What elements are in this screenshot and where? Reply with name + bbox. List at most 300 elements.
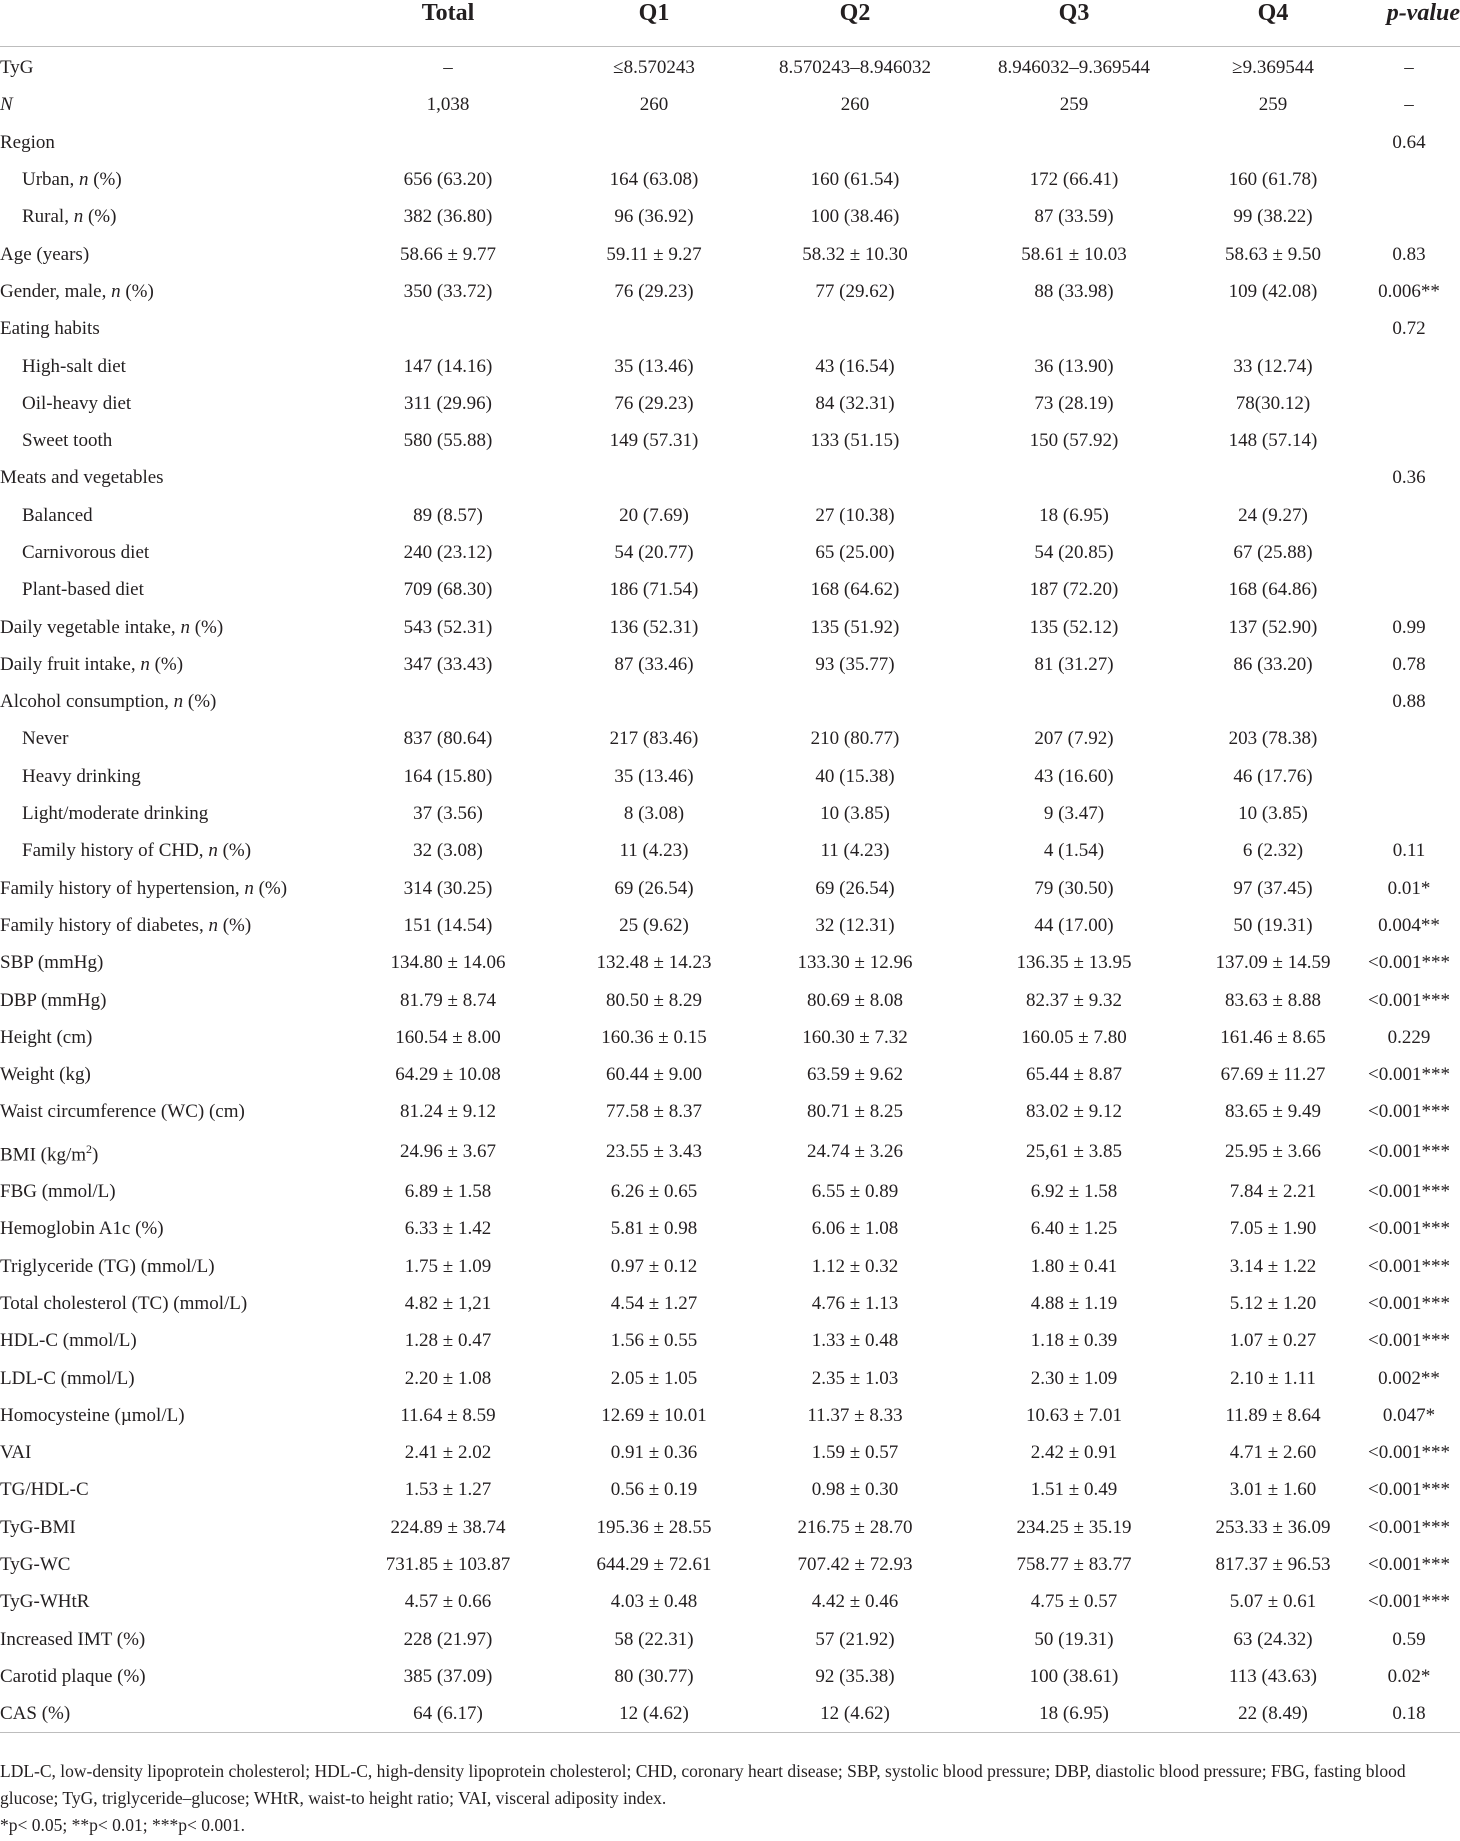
value-cell: 137.09 ± 14.59 bbox=[1215, 952, 1331, 974]
value-cell: 58.66 ± 9.77 bbox=[400, 243, 496, 265]
value-cell: 4.88 ± 1.19 bbox=[1030, 1292, 1118, 1314]
value-cell: 11.37 ± 8.33 bbox=[807, 1404, 903, 1426]
value-cell: 25.95 ± 3.66 bbox=[1225, 1141, 1321, 1163]
p-value-cell: <0.001*** bbox=[1368, 1141, 1450, 1163]
value-cell: 731.85 ± 103.87 bbox=[385, 1554, 511, 1576]
table-row bbox=[0, 1546, 1460, 1583]
value-cell: 136 (52.31) bbox=[609, 616, 699, 638]
p-value-cell: <0.001*** bbox=[1368, 1479, 1450, 1501]
value-cell: 817.37 ± 96.53 bbox=[1215, 1554, 1331, 1576]
p-value-cell: 0.64 bbox=[1392, 131, 1426, 153]
value-cell: 758.77 ± 83.77 bbox=[1016, 1554, 1132, 1576]
p-value-cell bbox=[1358, 534, 1460, 571]
value-cell bbox=[1188, 459, 1358, 496]
table-row bbox=[0, 1019, 1460, 1056]
value-cell: 32 (3.08) bbox=[413, 840, 483, 862]
value-cell: 135 (51.92) bbox=[810, 616, 900, 638]
table-row bbox=[0, 422, 1460, 459]
value-cell: 93 (35.77) bbox=[815, 653, 895, 675]
value-cell: 1.12 ± 0.32 bbox=[811, 1255, 899, 1277]
p-value-cell: 0.99 bbox=[1392, 616, 1426, 638]
value-cell: 43 (16.54) bbox=[815, 355, 895, 377]
value-cell: 2.30 ± 1.09 bbox=[1030, 1367, 1118, 1389]
value-cell: 160 (61.54) bbox=[810, 169, 900, 191]
value-cell: 12 (4.62) bbox=[750, 1695, 960, 1733]
value-cell: 8.946032–9.369544 bbox=[998, 57, 1150, 79]
value-cell: 12 (4.62) bbox=[558, 1695, 750, 1733]
row-label: Never bbox=[22, 728, 69, 750]
value-cell: 6.26 ± 0.65 bbox=[610, 1181, 698, 1203]
table-row bbox=[0, 1509, 1460, 1546]
table-row bbox=[0, 907, 1460, 944]
value-cell: 1,038 bbox=[426, 94, 470, 116]
row-label: Triglyceride (TG) (mmol/L) bbox=[0, 1255, 215, 1277]
value-cell: 2.05 ± 1.05 bbox=[610, 1367, 698, 1389]
value-cell: 160.30 ± 7.32 bbox=[802, 1026, 908, 1048]
value-cell: 4.71 ± 2.60 bbox=[1229, 1442, 1317, 1464]
p-value-cell: <0.001*** bbox=[1368, 1064, 1450, 1086]
value-cell: 2.10 ± 1.11 bbox=[1230, 1367, 1316, 1389]
row-label: Oil-heavy diet bbox=[22, 392, 132, 414]
value-cell: 24.74 ± 3.26 bbox=[807, 1141, 903, 1163]
table-body bbox=[0, 47, 1460, 1733]
value-cell: 58.61 ± 10.03 bbox=[1021, 243, 1127, 265]
p-value-cell bbox=[1358, 422, 1460, 459]
value-cell: 22 (8.49) bbox=[1188, 1695, 1358, 1733]
value-cell: 210 (80.77) bbox=[810, 728, 900, 750]
value-cell: 64 (6.17) bbox=[338, 1695, 558, 1733]
value-cell: 89 (8.57) bbox=[413, 504, 483, 526]
value-cell: 1.07 ± 0.27 bbox=[1229, 1330, 1317, 1352]
value-cell: 99 (38.22) bbox=[1233, 206, 1313, 228]
table-row bbox=[0, 198, 1460, 235]
value-cell: 4.57 ± 0.66 bbox=[404, 1591, 492, 1613]
value-cell: 63 (24.32) bbox=[1233, 1628, 1313, 1650]
table-row bbox=[0, 310, 1460, 347]
value-cell: 133 (51.15) bbox=[810, 430, 900, 452]
row-label: Rural, n (%) bbox=[22, 206, 117, 228]
value-cell: 164 (63.08) bbox=[609, 169, 699, 191]
p-value-cell: 0.02* bbox=[1387, 1665, 1431, 1687]
p-value-cell: 0.229 bbox=[1387, 1026, 1431, 1048]
value-cell: 228 (21.97) bbox=[403, 1628, 493, 1650]
value-cell: 76 (29.23) bbox=[614, 280, 694, 302]
p-value-cell: 0.59 bbox=[1392, 1628, 1426, 1650]
value-cell: 79 (30.50) bbox=[1034, 877, 1114, 899]
p-value-cell: <0.001*** bbox=[1368, 1218, 1450, 1240]
row-label: Daily fruit intake, n (%) bbox=[0, 653, 184, 675]
value-cell: 195.36 ± 28.55 bbox=[596, 1516, 712, 1538]
value-cell: 6.06 ± 1.08 bbox=[811, 1218, 899, 1240]
value-cell: 83.65 ± 9.49 bbox=[1225, 1101, 1321, 1123]
table-row bbox=[0, 1173, 1460, 1210]
value-cell bbox=[558, 683, 750, 720]
p-value-cell bbox=[1358, 758, 1460, 795]
table-footnotes bbox=[0, 1758, 1460, 1839]
table-row bbox=[0, 944, 1460, 981]
value-cell: 37 (3.56) bbox=[413, 803, 483, 825]
value-cell: 57 (21.92) bbox=[815, 1628, 895, 1650]
value-cell: 58.32 ± 10.30 bbox=[802, 243, 908, 265]
row-label: TG/HDL-C bbox=[0, 1479, 89, 1501]
value-cell: ≤8.570243 bbox=[613, 57, 695, 79]
table-row bbox=[0, 1285, 1460, 1322]
value-cell: 100 (38.46) bbox=[810, 206, 900, 228]
value-cell: 7.05 ± 1.90 bbox=[1229, 1218, 1317, 1240]
value-cell: 2.35 ± 1.03 bbox=[811, 1367, 899, 1389]
value-cell: 7.84 ± 2.21 bbox=[1229, 1181, 1317, 1203]
value-cell: 1.80 ± 0.41 bbox=[1030, 1255, 1118, 1277]
p-value-cell bbox=[1358, 385, 1460, 422]
p-value-cell: <0.001*** bbox=[1368, 1442, 1450, 1464]
value-cell: 149 (57.31) bbox=[609, 430, 699, 452]
value-cell: 260 bbox=[639, 94, 669, 116]
value-cell: 36 (13.90) bbox=[1034, 355, 1114, 377]
table-row bbox=[0, 1248, 1460, 1285]
value-cell: 81.24 ± 9.12 bbox=[400, 1101, 496, 1123]
value-cell: 148 (57.14) bbox=[1228, 430, 1318, 452]
p-value-cell: 0.83 bbox=[1392, 243, 1426, 265]
value-cell: 4.03 ± 0.48 bbox=[610, 1591, 698, 1613]
p-value-cell: 0.01* bbox=[1387, 877, 1431, 899]
value-cell: 5.81 ± 0.98 bbox=[610, 1218, 698, 1240]
value-cell: 60.44 ± 9.00 bbox=[606, 1064, 702, 1086]
value-cell: 6.92 ± 1.58 bbox=[1030, 1181, 1118, 1203]
table-row bbox=[0, 1359, 1460, 1396]
value-cell: 54 (20.85) bbox=[1034, 542, 1114, 563]
p-value-cell: 0.78 bbox=[1392, 653, 1426, 675]
value-cell: 8 (3.08) bbox=[623, 803, 685, 825]
value-cell: 5.12 ± 1.20 bbox=[1229, 1292, 1317, 1314]
value-cell: 3.14 ± 1.22 bbox=[1229, 1255, 1317, 1277]
row-label: Height (cm) bbox=[0, 1026, 93, 1048]
value-cell: 207 (7.92) bbox=[1034, 728, 1114, 750]
p-value-cell bbox=[1358, 347, 1460, 384]
value-cell: 9 (3.47) bbox=[1043, 803, 1105, 825]
value-cell: 186 (71.54) bbox=[609, 579, 699, 601]
value-cell bbox=[960, 459, 1188, 496]
p-value-cell: 0.004** bbox=[1378, 914, 1440, 936]
value-cell: 837 (80.64) bbox=[403, 728, 493, 750]
p-value-cell: 0.047* bbox=[1382, 1404, 1436, 1426]
p-value-cell: <0.001*** bbox=[1368, 989, 1450, 1011]
p-value-cell: <0.001*** bbox=[1368, 1554, 1450, 1576]
value-cell: 1.56 ± 0.55 bbox=[610, 1330, 698, 1352]
value-cell: 134.80 ± 14.06 bbox=[390, 952, 506, 974]
value-cell: 18 (6.95) bbox=[1039, 504, 1109, 526]
value-cell: 25,61 ± 3.85 bbox=[1026, 1141, 1122, 1163]
table-row bbox=[0, 1471, 1460, 1508]
value-cell bbox=[558, 310, 750, 347]
value-cell: 87 (33.46) bbox=[614, 653, 694, 675]
value-cell: 347 (33.43) bbox=[403, 653, 493, 675]
p-value-cell: – bbox=[1404, 94, 1414, 116]
value-cell: 160.05 ± 7.80 bbox=[1021, 1026, 1127, 1048]
value-cell: 168 (64.62) bbox=[810, 579, 900, 601]
value-cell: 216.75 ± 28.70 bbox=[797, 1516, 913, 1538]
table-row bbox=[0, 273, 1460, 310]
value-cell: 172 (66.41) bbox=[1029, 169, 1119, 191]
value-cell: 160.36 ± 0.15 bbox=[601, 1026, 707, 1048]
value-cell: 67 (25.88) bbox=[1233, 542, 1313, 563]
row-label: TyG-BMI bbox=[0, 1516, 76, 1538]
value-cell: 164 (15.80) bbox=[403, 765, 493, 787]
value-cell: 58 (22.31) bbox=[614, 1628, 694, 1650]
p-value-cell: 0.72 bbox=[1392, 318, 1426, 340]
value-cell: 240 (23.12) bbox=[403, 542, 493, 563]
row-label: Homocysteine (µmol/L) bbox=[0, 1404, 185, 1426]
p-value-cell: 0.11 bbox=[1392, 840, 1426, 862]
table-row bbox=[0, 459, 1460, 496]
table-row bbox=[0, 1210, 1460, 1247]
row-label: Daily vegetable intake, n (%) bbox=[0, 616, 224, 638]
value-cell: 10.63 ± 7.01 bbox=[1026, 1404, 1122, 1426]
value-cell bbox=[1188, 310, 1358, 347]
table-header bbox=[0, 0, 1460, 47]
header-q4: Q4 bbox=[1188, 0, 1358, 47]
value-cell: 2.41 ± 2.02 bbox=[404, 1442, 492, 1464]
header-q3: Q3 bbox=[960, 0, 1188, 47]
value-cell bbox=[1188, 683, 1358, 720]
value-cell: 11 (4.23) bbox=[619, 840, 689, 862]
row-label: Age (years) bbox=[0, 243, 90, 265]
row-label: Total cholesterol (TC) (mmol/L) bbox=[0, 1292, 248, 1314]
p-value-cell: <0.001*** bbox=[1368, 952, 1450, 974]
table-row bbox=[0, 720, 1460, 757]
value-cell: 59.11 ± 9.27 bbox=[606, 243, 702, 265]
p-value-cell: <0.001*** bbox=[1368, 1591, 1450, 1613]
value-cell: 76 (29.23) bbox=[614, 392, 694, 414]
value-cell: 314 (30.25) bbox=[403, 877, 493, 899]
table-row bbox=[0, 235, 1460, 272]
value-cell: 3.01 ± 1.60 bbox=[1229, 1479, 1317, 1501]
value-cell: 6.33 ± 1.42 bbox=[404, 1218, 492, 1240]
value-cell: 137 (52.90) bbox=[1228, 616, 1318, 638]
table-row bbox=[0, 161, 1460, 198]
row-label: Family history of hypertension, n (%) bbox=[0, 877, 288, 899]
table-row bbox=[0, 1093, 1460, 1130]
value-cell: 203 (78.38) bbox=[1228, 728, 1318, 750]
value-cell: 1.28 ± 0.47 bbox=[404, 1330, 492, 1352]
value-cell: 80.50 ± 8.29 bbox=[606, 989, 702, 1011]
p-value-cell bbox=[1358, 161, 1460, 198]
value-cell: 35 (13.46) bbox=[614, 355, 694, 377]
table-row bbox=[0, 497, 1460, 534]
table-row bbox=[0, 870, 1460, 907]
table-row bbox=[0, 1056, 1460, 1093]
value-cell: 84 (32.31) bbox=[815, 392, 895, 414]
p-value-cell: – bbox=[1404, 57, 1414, 79]
row-label: VAI bbox=[0, 1442, 32, 1464]
row-label: Family history of diabetes, n (%) bbox=[0, 914, 252, 936]
value-cell: 135 (52.12) bbox=[1029, 616, 1119, 638]
value-cell: 46 (17.76) bbox=[1233, 765, 1313, 787]
table-row bbox=[0, 646, 1460, 683]
row-label: Meats and vegetables bbox=[0, 467, 164, 489]
p-value-cell: <0.001*** bbox=[1368, 1292, 1450, 1314]
value-cell: 4.42 ± 0.46 bbox=[811, 1591, 899, 1613]
p-value-cell bbox=[1358, 198, 1460, 235]
header-q2: Q2 bbox=[750, 0, 960, 47]
value-cell bbox=[960, 310, 1188, 347]
value-cell bbox=[558, 124, 750, 161]
value-cell: 8.570243–8.946032 bbox=[779, 57, 931, 79]
value-cell: 4.75 ± 0.57 bbox=[1030, 1591, 1118, 1613]
value-cell: 224.89 ± 38.74 bbox=[390, 1516, 506, 1538]
value-cell: 23.55 ± 3.43 bbox=[606, 1141, 702, 1163]
table-row bbox=[0, 1322, 1460, 1359]
value-cell: 1.33 ± 0.48 bbox=[811, 1330, 899, 1352]
table-row bbox=[0, 1434, 1460, 1471]
table-row bbox=[0, 1695, 1460, 1733]
p-value-cell bbox=[1358, 497, 1460, 534]
value-cell: 67.69 ± 11.27 bbox=[1220, 1064, 1326, 1086]
value-cell: 18 (6.95) bbox=[960, 1695, 1188, 1733]
value-cell: 86 (33.20) bbox=[1233, 653, 1313, 675]
value-cell: 11.89 ± 8.64 bbox=[1225, 1404, 1321, 1426]
row-label: Family history of CHD, n (%) bbox=[22, 840, 252, 862]
table-row bbox=[0, 608, 1460, 645]
value-cell: ≥9.369544 bbox=[1232, 57, 1314, 79]
value-cell: 32 (12.31) bbox=[815, 914, 895, 936]
value-cell: 168 (64.86) bbox=[1228, 579, 1318, 601]
value-cell: 259 bbox=[1059, 94, 1089, 116]
table-row bbox=[0, 385, 1460, 422]
value-cell: 83.02 ± 9.12 bbox=[1026, 1101, 1122, 1123]
value-cell bbox=[1188, 124, 1358, 161]
table-row bbox=[0, 1397, 1460, 1434]
value-cell: 382 (36.80) bbox=[403, 206, 493, 228]
value-cell: 10 (3.85) bbox=[1238, 803, 1308, 825]
value-cell: 644.29 ± 72.61 bbox=[596, 1554, 712, 1576]
p-value-cell: 0.18 bbox=[1358, 1695, 1460, 1733]
value-cell: 0.56 ± 0.19 bbox=[610, 1479, 698, 1501]
p-value-cell bbox=[1358, 795, 1460, 832]
value-cell: 54 (20.77) bbox=[614, 542, 694, 563]
table-row bbox=[0, 47, 1460, 87]
value-cell: 253.33 ± 36.09 bbox=[1215, 1516, 1331, 1538]
row-label: Region bbox=[0, 131, 55, 153]
value-cell: 35 (13.46) bbox=[614, 765, 694, 787]
value-cell: 24.96 ± 3.67 bbox=[400, 1141, 496, 1163]
value-cell: 44 (17.00) bbox=[1034, 914, 1114, 936]
row-label: High-salt diet bbox=[22, 355, 126, 377]
p-value-cell: <0.001*** bbox=[1368, 1101, 1450, 1123]
value-cell: 187 (72.20) bbox=[1029, 579, 1119, 601]
row-label: Alcohol consumption, n (%) bbox=[0, 691, 217, 713]
value-cell: 100 (38.61) bbox=[1029, 1665, 1119, 1687]
row-label: Waist circumference (WC) (cm) bbox=[0, 1101, 245, 1123]
value-cell: 4 (1.54) bbox=[1043, 840, 1105, 862]
row-label: BMI $(kg/m^2)$ bbox=[0, 1141, 99, 1165]
value-cell: 6.40 ± 1.25 bbox=[1030, 1218, 1118, 1240]
row-label: DBP (mmHg) bbox=[0, 989, 107, 1011]
significance-note: *p< 0.05; **p< 0.01; ***p< 0.001. bbox=[0, 1815, 245, 1835]
value-cell: 385 (37.09) bbox=[403, 1665, 493, 1687]
table-row bbox=[0, 1583, 1460, 1620]
value-cell: 20 (7.69) bbox=[619, 504, 689, 526]
value-cell: 160.54 ± 8.00 bbox=[395, 1026, 501, 1048]
row-label: Hemoglobin A1c (%) bbox=[0, 1218, 164, 1240]
value-cell: 11.64 ± 8.59 bbox=[400, 1404, 496, 1426]
value-cell: 161.46 ± 8.65 bbox=[1220, 1026, 1326, 1048]
value-cell: – bbox=[443, 57, 453, 79]
value-cell: 109 (42.08) bbox=[1228, 280, 1318, 302]
value-cell: 113 (43.63) bbox=[1229, 1665, 1317, 1687]
table-row bbox=[0, 534, 1460, 571]
table-row bbox=[0, 832, 1460, 869]
row-label: N bbox=[0, 94, 13, 116]
value-cell: 217 (83.46) bbox=[609, 728, 699, 750]
value-cell: 33 (12.74) bbox=[1233, 355, 1313, 377]
value-cell: 69 (26.54) bbox=[815, 877, 895, 899]
value-cell: 50 (19.31) bbox=[1034, 1628, 1114, 1650]
value-cell: 1.75 ± 1.09 bbox=[404, 1255, 492, 1277]
table-row bbox=[0, 1131, 1460, 1173]
value-cell bbox=[338, 683, 558, 720]
header-p-value: p-value bbox=[1358, 0, 1460, 47]
value-cell: 133.30 ± 12.96 bbox=[797, 952, 913, 974]
value-cell: 24 (9.27) bbox=[1238, 504, 1308, 526]
value-cell: 132.48 ± 14.23 bbox=[596, 952, 712, 974]
row-label: Carnivorous diet bbox=[22, 542, 150, 563]
value-cell: 1.51 ± 0.49 bbox=[1030, 1479, 1118, 1501]
row-label: SBP (mmHg) bbox=[0, 952, 104, 974]
value-cell: 543 (52.31) bbox=[403, 616, 493, 638]
value-cell: 6.89 ± 1.58 bbox=[404, 1181, 492, 1203]
value-cell: 6 (2.32) bbox=[1242, 840, 1304, 862]
p-value-cell: <0.001*** bbox=[1368, 1330, 1450, 1352]
row-label: Balanced bbox=[22, 504, 93, 526]
value-cell: 136.35 ± 13.95 bbox=[1016, 952, 1132, 974]
table-row bbox=[0, 124, 1460, 161]
value-cell: 43 (16.60) bbox=[1034, 765, 1114, 787]
value-cell: 25 (9.62) bbox=[619, 914, 689, 936]
row-label: LDL-C (mmol/L) bbox=[0, 1367, 135, 1389]
table-row bbox=[0, 758, 1460, 795]
value-cell: 160 (61.78) bbox=[1228, 169, 1318, 191]
value-cell: 2.20 ± 1.08 bbox=[404, 1367, 492, 1389]
value-cell: 82.37 ± 9.32 bbox=[1026, 989, 1122, 1011]
value-cell: 27 (10.38) bbox=[815, 504, 895, 526]
value-cell: 0.91 ± 0.36 bbox=[610, 1442, 698, 1464]
value-cell bbox=[338, 310, 558, 347]
row-label: TyG-WHtR bbox=[0, 1591, 90, 1613]
value-cell: 65 (25.00) bbox=[815, 542, 895, 563]
value-cell bbox=[750, 683, 960, 720]
value-cell: 96 (36.92) bbox=[614, 206, 694, 228]
value-cell: 311 (29.96) bbox=[404, 392, 492, 414]
value-cell: 656 (63.20) bbox=[403, 169, 493, 191]
p-value-cell: 0.36 bbox=[1392, 467, 1426, 489]
value-cell: 260 bbox=[840, 94, 870, 116]
value-cell: 64.29 ± 10.08 bbox=[395, 1064, 501, 1086]
header-label-column bbox=[0, 0, 338, 47]
value-cell: 80.71 ± 8.25 bbox=[807, 1101, 903, 1123]
table-row bbox=[0, 1658, 1460, 1695]
value-cell: 580 (55.88) bbox=[403, 430, 493, 452]
value-cell bbox=[750, 310, 960, 347]
value-cell: 350 (33.72) bbox=[403, 280, 493, 302]
p-value-cell bbox=[1358, 720, 1460, 757]
row-label: HDL-C (mmol/L) bbox=[0, 1330, 137, 1352]
row-label: Heavy drinking bbox=[22, 765, 141, 787]
row-label: TyG bbox=[0, 57, 34, 79]
value-cell: 40 (15.38) bbox=[815, 765, 895, 787]
p-value-cell: 0.006** bbox=[1378, 280, 1440, 302]
value-cell: 73 (28.19) bbox=[1034, 392, 1114, 414]
value-cell: 147 (14.16) bbox=[403, 355, 493, 377]
